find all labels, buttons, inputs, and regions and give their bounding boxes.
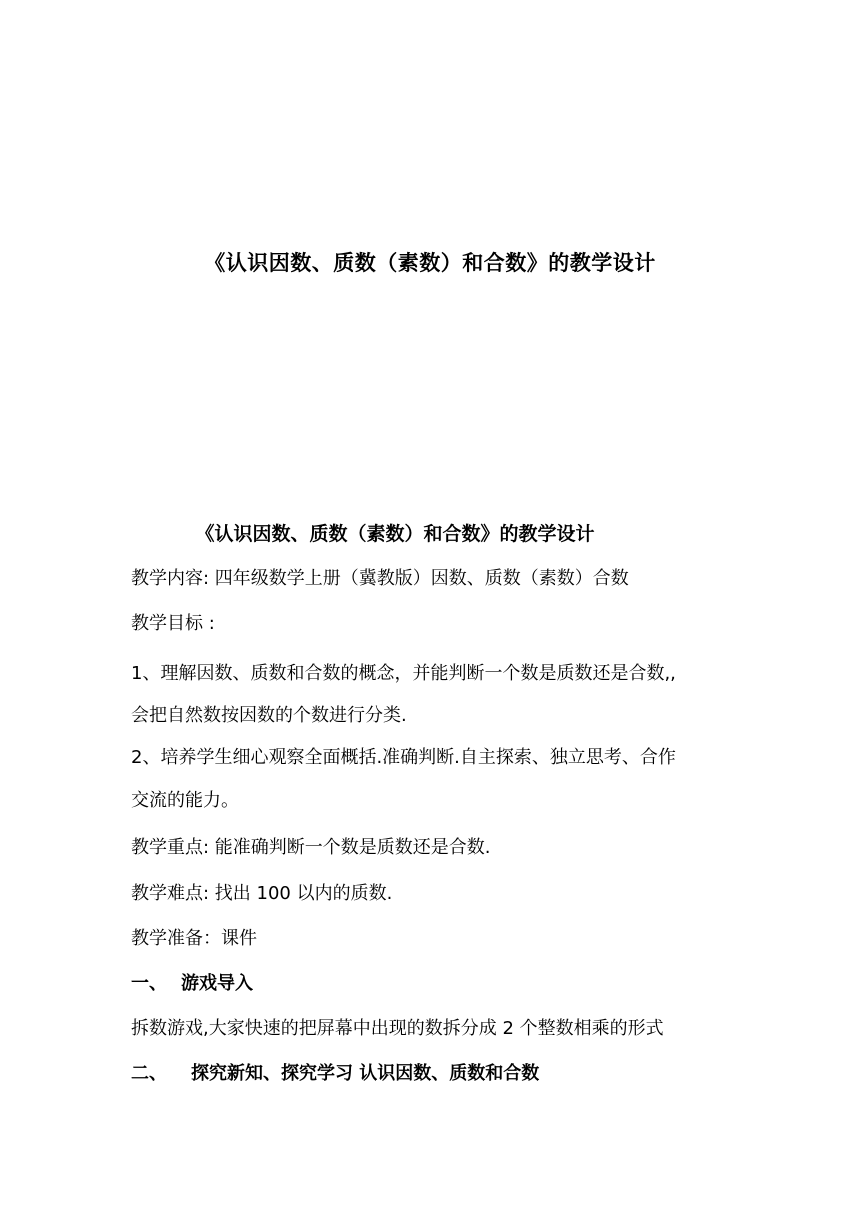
section-1-number: 一、	[131, 973, 167, 994]
section-1-title: 游戏导入	[181, 973, 253, 994]
preparation-line: 教学准备：课件	[131, 928, 257, 949]
goal-2-line-2: 交流的能力。	[131, 790, 239, 811]
section-1-text: 拆数游戏,大家快速的把屏幕中出现的数拆分成 2 个整数相乘的形式	[131, 1018, 664, 1039]
cover-title: 《认识因数、质数（素数）和合数》的教学设计	[204, 251, 656, 275]
teaching-goal-heading: 教学目标 :	[131, 613, 215, 634]
difficulty-line: 教学难点: 找出 100 以内的质数.	[131, 883, 393, 904]
goal-1-line-1: 1、理解因数、质数和合数的概念，并能判断一个数是质数还是合数,,	[131, 663, 676, 684]
key-point-line: 教学重点: 能准确判断一个数是质数还是合数.	[131, 837, 491, 858]
goal-1-line-2: 会把自然数按因数的个数进行分类.	[131, 705, 407, 726]
goal-2-line-1: 2、培养学生细心观察全面概括.准确判断.自主探索、独立思考、合作	[131, 747, 676, 768]
document-title: 《认识因数、质数（素数）和合数》的教学设计	[195, 523, 595, 545]
section-2-number: 二、	[131, 1063, 167, 1084]
section-2-heading	[131, 1060, 741, 1088]
section-1-heading	[131, 970, 741, 998]
teaching-content-line: 教学内容: 四年级数学上册（冀教版）因数、质数（素数）合数	[131, 568, 629, 589]
section-2-title: 探究新知、探究学习 认识因数、质数和合数	[191, 1063, 540, 1084]
